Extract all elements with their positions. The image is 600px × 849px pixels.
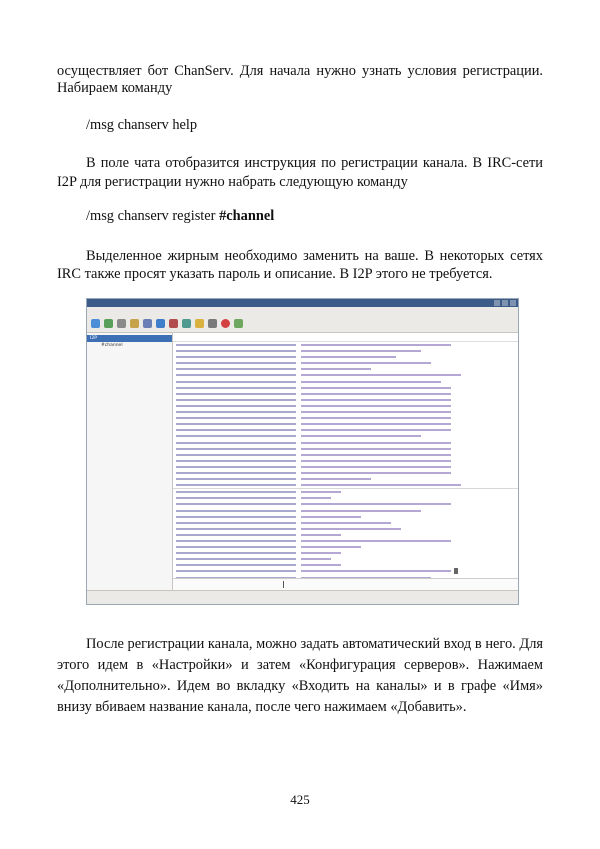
mouse-cursor-icon [454,568,458,574]
log-message [301,460,451,462]
log-timestamp [176,497,296,499]
tree-server-item: I2P [87,335,172,342]
log-message [301,417,451,419]
log-message [301,516,361,518]
log-message [301,374,461,376]
log-message [301,510,421,512]
command-register [86,206,274,226]
log-message [301,491,341,493]
log-timestamp [176,344,296,346]
log-message [301,381,441,383]
log-timestamp [176,399,296,401]
paragraph-1-line-2: Набираем команду [57,80,173,96]
log-timestamp [176,534,296,536]
chat-log-line [173,488,518,495]
log-message [301,552,341,554]
chat-view [173,333,518,590]
chat-topic-bar [173,333,518,342]
close-icon [510,300,516,306]
log-message [301,503,451,505]
channel-icon [143,319,152,328]
screenshot-toolbar [87,315,518,333]
log-timestamp [176,522,296,524]
log-timestamp [176,552,296,554]
log-timestamp [176,454,296,456]
paragraph-2-line-1: В поле чата отобразится инструкция по регистрации канала. В IRC-сети [86,155,543,171]
paragraph-4-line-1: После регистрации канала, можно задать автоматический вход в него. Для [86,636,543,652]
log-timestamp [176,460,296,462]
command-register-channel: #channel [219,208,275,224]
log-message [301,393,451,395]
log-message [301,540,451,542]
log-message [301,497,331,499]
log-message [301,472,451,474]
log-message [301,411,451,413]
log-timestamp [176,448,296,450]
log-message [301,356,396,358]
paragraph-4-line-2: этого идем в «Настройки» и затем «Конфигурация серверов». Нажимаем [57,657,543,673]
log-timestamp [176,491,296,493]
log-timestamp [176,503,296,505]
log-timestamp [176,516,296,518]
list-icon [208,319,217,328]
log-message [301,448,451,450]
minimize-icon [494,300,500,306]
log-message [301,387,451,389]
log-timestamp [176,429,296,431]
notes-icon [195,319,204,328]
log-timestamp [176,564,296,566]
log-timestamp [176,540,296,542]
log-message [301,442,451,444]
paragraph-1-line-1: осуществляет бот ChanServ. Для начала нужно узнать условия регистрации. [57,63,543,79]
page-number: 425 [290,792,310,807]
log-message [301,484,461,486]
settings-icon [130,319,139,328]
chat-input [173,578,518,590]
log-message [301,368,371,370]
join-icon [104,319,113,328]
log-message [301,362,431,364]
log-timestamp [176,478,296,480]
paragraph-3-line-1: Выделенное жирным необходимо заменить на ваше. В некоторых сетях [86,248,543,264]
screenshot-statusbar [87,590,518,604]
log-timestamp [176,423,296,425]
chat-log [173,342,518,578]
log-message [301,534,341,536]
log-message [301,344,451,346]
log-message [301,570,451,572]
log-message [301,405,451,407]
log-timestamp [176,472,296,474]
log-timestamp [176,381,296,383]
server-icon [117,319,126,328]
log-timestamp [176,368,296,370]
log-timestamp [176,411,296,413]
log-timestamp [176,442,296,444]
log-timestamp [176,350,296,352]
paragraph-4-line-4: внизу вбиваем название канала, после чего нажимаем «Добавить». [57,699,467,715]
quit-icon [234,319,243,328]
log-timestamp [176,374,296,376]
log-timestamp [176,356,296,358]
tree-channel-item: #channel [101,343,123,348]
irc-client-screenshot [86,298,519,605]
log-timestamp [176,362,296,364]
log-message [301,435,421,437]
input-caret [283,581,284,588]
log-timestamp [176,558,296,560]
log-message [301,564,341,566]
log-message [301,399,451,401]
log-timestamp [176,528,296,530]
server-tree [87,333,173,590]
screenshot-body [87,333,518,590]
log-message [301,478,371,480]
maximize-icon [502,300,508,306]
command-register-prefix: /msg chanserv register [86,208,220,224]
log-message [301,466,451,468]
log-timestamp [176,417,296,419]
screenshot-menubar [87,307,518,315]
command-help: /msg chanserv help [86,117,198,133]
log-timestamp [176,466,296,468]
log-timestamp [176,546,296,548]
log-message [301,546,361,548]
log-timestamp [176,393,296,395]
log-timestamp [176,387,296,389]
log-message [301,454,451,456]
log-message [301,350,421,352]
tool-icon [169,319,178,328]
paragraph-3-line-2: IRC также просят указать пароль и описание. В I2P этого не требуется. [57,266,493,282]
log-timestamp [176,510,296,512]
connect-icon [91,319,100,328]
log-timestamp [176,484,296,486]
log-message [301,429,451,431]
stop-icon [221,319,230,328]
log-message [301,522,391,524]
screenshot-titlebar [87,299,518,307]
log-timestamp [176,405,296,407]
log-timestamp [176,570,296,572]
paragraph-2-line-2: I2P для регистрации нужно набрать следующую команду [57,174,408,190]
user-icon [156,319,165,328]
log-message [301,528,401,530]
bookmark-icon [182,319,191,328]
log-timestamp [176,435,296,437]
paragraph-4-line-3: «Дополнительно». Идем во вкладку «Входить на каналы» и в графе «Имя» [57,678,543,694]
log-message [301,558,331,560]
log-message [301,423,451,425]
